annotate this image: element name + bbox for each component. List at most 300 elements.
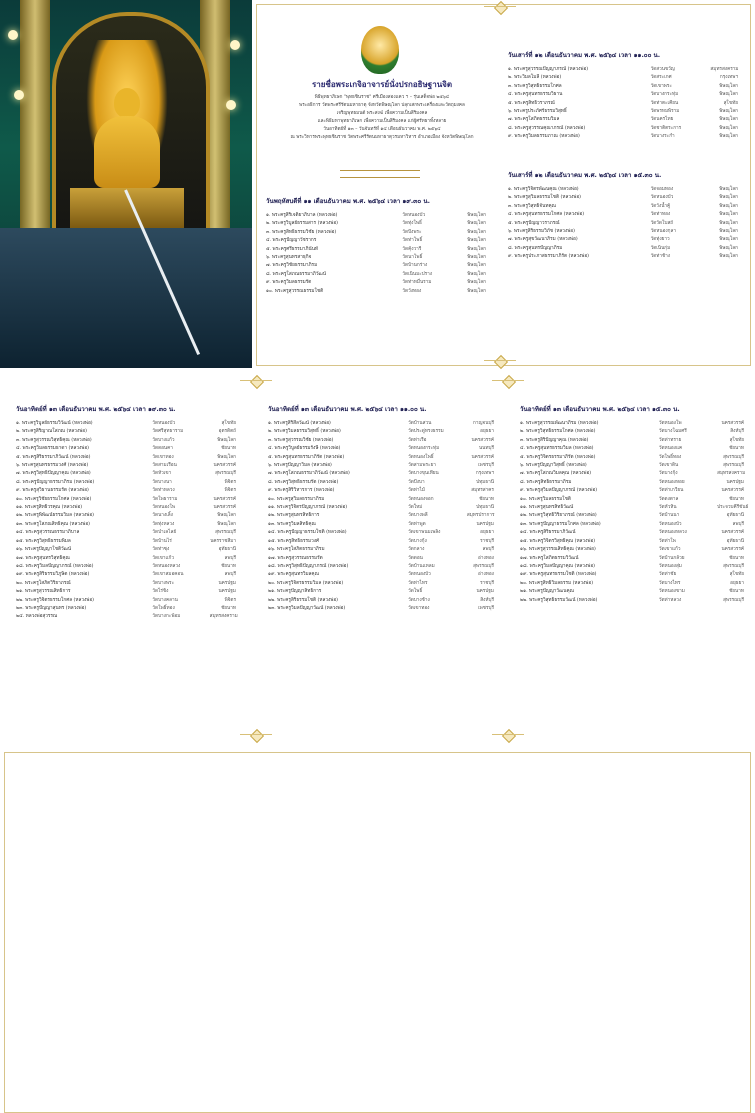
ornament-icon (248, 376, 264, 386)
province-name: พิษณุโลก (719, 83, 738, 89)
temple-name: วัดโพธิ์ทอง (658, 454, 682, 460)
list-item (520, 538, 744, 546)
province-name: นครปฐม (218, 580, 236, 586)
province-name: นนทบุรี (478, 446, 494, 452)
monk-name: ๑๒. พระครูสุนทรสิทธิการ (268, 513, 320, 519)
schedule-rows (16, 420, 236, 622)
list-item (268, 437, 494, 445)
province-name: สุโขทัย (729, 437, 744, 443)
list-item (268, 470, 494, 478)
province-name: พิษณุโลก (467, 263, 486, 269)
province-name: พิษณุโลก (719, 245, 738, 251)
temple-name: วัดบ้านสวน (408, 421, 432, 426)
temple-name: วัดเขาทอง (408, 605, 430, 611)
temple-name: วัดวังทอง (402, 288, 422, 294)
temple-name: วัดเขาทอง (152, 454, 174, 460)
temple-name: วัดบางคลาน (152, 597, 178, 603)
province-name: สุพรรณบุรี (723, 463, 744, 469)
list-item (268, 605, 494, 613)
temple-name: วัดหนองบัว (658, 521, 682, 527)
temple-name: วัดบางนา (152, 479, 172, 485)
province-name: ชัยนาท (221, 605, 236, 611)
ornament-icon (500, 376, 516, 386)
monk-name: ๔. พระครูสุนทรธรรมโกศล (หลวงพ่อ) (508, 212, 585, 218)
temple-name: วัดท่าทราย (658, 437, 682, 443)
monk-name: ๑๑. พระครูสุนทรสิทธิวัฒน์ (520, 505, 574, 511)
province-name: สุพรรณบุรี (215, 471, 236, 477)
temple-name: วัดดอน (408, 555, 423, 561)
temple-name: วัดบางกะพ้อม (152, 614, 181, 620)
schedule-rows (508, 186, 738, 262)
monk-name: ๗. พระครูโสภณวิมลคุณ (หลวงพ่อ) (520, 471, 592, 477)
temple-name: วัดหัวเขา (152, 471, 172, 477)
list-item (520, 504, 749, 512)
monk-name: ๒๒. พระครูวิจิตรธรรมโกศล (หลวงพ่อ) (16, 597, 95, 603)
temple-name: วัดทุ่งยาว (650, 237, 670, 243)
list-item (266, 237, 486, 245)
schedule-block-5 (268, 404, 494, 613)
monk-name: ๑๑. พระครูสิทธิวรคุณ (หลวงพ่อ) (16, 505, 83, 511)
list-item (508, 74, 738, 82)
temple-name: วัดบางแก้ว (152, 437, 175, 443)
list-item (508, 203, 738, 211)
monk-name: ๑. พระครูสิริเจติยาภิบาล (หลวงพ่อ) (266, 213, 338, 218)
province-name: พิษณุโลก (719, 187, 738, 192)
monk-name: ๘. พระครูวิสุทธิธรรมรัต (หลวงพ่อ) (268, 479, 339, 485)
monk-name: ๙. พระครูสุวิธานธรรมรัต (หลวงพ่อ) (16, 488, 89, 494)
schedule-title: วันอาทิตย์ที่ ๑๓ เดือนธันวาคม พ.ศ. ๒๕๖๔ เวลา ๑๑.๐๐ น. (268, 406, 427, 413)
province-name: ราชบุรี (480, 580, 494, 586)
temple-name: วัดหนองแค (658, 446, 683, 452)
monk-name: ๑๓. พระครูโสภณสิทธิคุณ (หลวงพ่อ) (16, 521, 90, 527)
province-name: ชัยนาท (479, 496, 494, 502)
province-name: นครปฐม (726, 479, 744, 485)
monk-name: ๒๐. พระครูสิทธิวิมลธรรม (หลวงพ่อ) (520, 580, 594, 586)
temple-name: วัดท่าตะเคียน (650, 100, 679, 106)
temple-name: วัดเขาสมอคอน (152, 572, 184, 578)
monk-name: ๒๓. พระครูปัญญาสุนทร (หลวงพ่อ) (16, 605, 87, 611)
list-item (268, 580, 494, 588)
province-name: นครปฐม (476, 521, 494, 527)
province-name: พิษณุโลก (719, 109, 738, 115)
list-item (266, 254, 486, 262)
temple-name: วัดทุ่งโพธิ์ (402, 221, 422, 227)
province-name: กาญจนบุรี (473, 421, 494, 426)
list-item (16, 571, 236, 579)
monk-name: ๒. พระครูวิบูลย์ธรรมสาร (หลวงพ่อ) (266, 221, 339, 227)
monk-name: ๑๕. พระครูสิทธิธรรมวงศ์ (268, 538, 319, 544)
list-item (16, 588, 236, 596)
monk-name: ๕. พระครูสิริธรรมาภิวัฒน์ (หลวงพ่อ) (16, 454, 91, 460)
monk-name: ๑๗. พระครูสุวรรณธรรมรัต (268, 555, 323, 561)
monk-name: ๑๓. พระครูวิมลสิทธิคุณ (268, 521, 316, 527)
list-item (268, 555, 494, 563)
temple-name: วัดท่าหลวง (658, 597, 682, 603)
monk-name: ๑๔. พระครูสุวรรณธรรมาภิบาล (16, 530, 80, 536)
schedule-rows (266, 212, 486, 296)
province-name: อุทัยธานี (726, 538, 744, 544)
header-line: พิธีพุทธาภิเษก "พุทธชินราช" ศรีเมืองสองแคว ฯ – รุ่นเสด็จพ่อ ๒๕๖๔ (314, 95, 450, 100)
monk-name: ๒. พระครูสิริญาณโสภณ (หลวงพ่อ) (16, 429, 87, 435)
list-item (520, 470, 744, 478)
province-name: กรุงเทพฯ (475, 471, 494, 477)
temple-name: วัดประดู่ทรงธรรม (408, 429, 444, 435)
province-name: ลพบุรี (224, 572, 236, 578)
list-item (520, 496, 744, 504)
monk-name: ๑๘. พระครูวิมลปัญญาคุณ (หลวงพ่อ) (520, 563, 595, 569)
list-item (508, 133, 738, 141)
monk-name: ๑. พระครูวิบูลย์ธรรมวิวัฒน์ (หลวงพ่อ) (16, 421, 93, 426)
list-item (508, 91, 738, 99)
header-separator (340, 170, 420, 178)
list-item (16, 454, 236, 462)
list-item (16, 521, 236, 529)
temple-name: วัดสามเรือน (152, 463, 177, 469)
province-name: นครสวรรค์ (721, 530, 744, 536)
list-item (520, 487, 744, 495)
monk-name: ๖. พระครูสิริธรรมวิภัช (หลวงพ่อ) (508, 229, 575, 235)
monk-name: ๒๐. พระครูวิจิตรธรรมวิมล (หลวงพ่อ) (268, 580, 344, 586)
list-item (268, 462, 494, 470)
monk-name: ๙. พระครูวิมลธรรมภาณ (หลวงพ่อ) (508, 134, 580, 140)
list-item (520, 563, 744, 571)
temple-name: วัดบ้านไร่ (152, 538, 172, 544)
monk-name: ๑๓. พระครูปัญญาธรรมโกศล (หลวงพ่อ) (520, 521, 601, 527)
list-item (266, 212, 486, 220)
temple-name: วัดป่าเลไลย์ (152, 530, 177, 536)
province-name: สมุทรปราการ (466, 513, 495, 519)
list-item (268, 428, 494, 436)
list-item (268, 571, 494, 579)
province-name: ชัยนาท (221, 446, 236, 452)
monk-name: ๘. พระครูสุนทรปัญญาภิรม (508, 245, 563, 251)
list-item (268, 420, 494, 428)
list-item (268, 479, 494, 487)
schedule-block-6 (520, 404, 749, 605)
province-name: พิษณุโลก (719, 220, 738, 226)
list-item (266, 279, 486, 287)
province-name: นครสวรรค์ (721, 488, 744, 494)
list-item (268, 521, 494, 529)
temple-name: วัดท่าเรือ (408, 437, 427, 443)
monk-name: ๒๑. พระครูสุวรรณสิทธิการ (16, 589, 71, 595)
monk-name: ๕. พระครูปัญญาวราภรณ์ (508, 220, 560, 226)
list-item (520, 454, 744, 462)
list-item (508, 83, 738, 91)
temple-name: วัดบ้านกล้วย (658, 555, 685, 561)
monk-name: ๗. พระครูโสภณธรรมาภิวัฒน์ (หลวงพ่อ) (268, 471, 350, 477)
province-name: พิษณุโลก (467, 221, 486, 227)
monk-name: ๒๒. พระครูวิสุทธิธรรมวัฒน์ (หลวงพ่อ) (520, 597, 598, 603)
monk-name: ๑๔. พระครูสิริธรรมาภิวัฒน์ (520, 530, 576, 536)
temple-name: วัดไร่ขิง (152, 589, 169, 595)
header-line: วันอาทิตย์ที่ ๑๓ – วันจันทร์ที่ ๑๔ เดือนธันวาคม พ.ศ. ๒๕๖๔ (323, 127, 441, 132)
monk-name: ๑๖. พระครูสุวรรณสิทธิคุณ (หลวงพ่อ) (520, 547, 596, 553)
list-item (16, 555, 236, 563)
list-item (508, 220, 738, 228)
list-item (520, 597, 744, 605)
monk-name: ๘. พระครูสิทธิธรรมาภิรม (520, 479, 572, 485)
list-item (268, 496, 494, 504)
header-line: และพิธีมหาพุทธาภิเษก เพื่อความเป็นสิริมงคล แก่ผู้ศรัทธาทั้งหลาย (317, 119, 447, 124)
province-name: พิษณุโลก (719, 212, 738, 218)
temple-name: วัดหัวหิน (658, 505, 677, 511)
temple-name: วัดท่าช้าง (650, 254, 671, 260)
list-item (16, 445, 236, 453)
temple-name: วัดหนองจอก (408, 496, 434, 502)
monk-name: ๒. พระครูสุวิมลธรรมโชติ (หลวงพ่อ) (508, 195, 581, 201)
province-name: ชัยนาท (729, 446, 744, 452)
province-name: พิษณุโลก (467, 238, 486, 244)
province-name: กรุงเทพฯ (719, 75, 738, 81)
monk-name: ๑๘. พระครูวิมลปัญญาภรณ์ (หลวงพ่อ) (16, 563, 94, 569)
list-item (508, 236, 738, 244)
temple-name: วัดบึงพระ (402, 229, 422, 235)
temple-name: วัดดอนคา (152, 446, 173, 452)
province-name: อุทัยธานี (218, 547, 236, 553)
province-name: สมุทรสงคราม (209, 614, 238, 620)
province-name: นครสวรรค์ (471, 437, 494, 443)
temple-name: วัดนางเลิ้ง (152, 513, 173, 519)
monk-name: ๒. พระครูวิมลธรรมวิสุทธิ์ (หลวงพ่อ) (268, 429, 341, 435)
province-name: สุพรรณบุรี (723, 454, 744, 460)
province-name: ลพบุรี (224, 555, 236, 561)
list-item (508, 228, 738, 236)
monk-name: ๒๓. พระครูวิมลปัญญาวัฒน์ (หลวงพ่อ) (268, 605, 346, 611)
monk-name: ๓. พระครูสุวรรณวิชัย (หลวงพ่อ) (268, 437, 334, 443)
schedule-block-4 (16, 404, 236, 622)
list-item (268, 597, 494, 605)
ornamental-frame (4, 752, 751, 1113)
province-name: พิจิตร (224, 488, 236, 494)
schedule-title: วันอาทิตย์ที่ ๑๓ เดือนธันวาคม พ.ศ. ๒๕๖๔ เวลา ๑๕.๓๐ น. (520, 406, 680, 413)
monk-name: ๘. พระครูโสภณธรรมาภิวัฒน์ (266, 271, 326, 277)
monk-name: ๑๒. พระครูพิพัฒน์ธรรมวิมล (หลวงพ่อ) (16, 513, 94, 519)
list-item (266, 220, 486, 228)
monk-name: ๔. พระครูวิบูลย์ธรรมรังษี (หลวงพ่อ) (268, 446, 341, 452)
lamp-icon (14, 90, 24, 100)
monk-name: ๗. พระครูโสภิตธรรมวิมล (508, 117, 560, 123)
province-name: อุทัยธานี (726, 513, 744, 519)
list-item (520, 546, 744, 554)
list-item (16, 580, 236, 588)
list-item (520, 479, 744, 487)
header-line: พระอธิการ วัดพระศรีรัตนมหาธาตุ จังหวัดพิษณุโลก ปลุกเสกพระเครื่องและวัตถุมงคล (299, 103, 465, 108)
list-item (268, 512, 494, 520)
province-name: นครสวรรค์ (213, 496, 236, 502)
temple-name: วัดหนองขาม (658, 589, 685, 595)
province-name: อยุธยา (480, 530, 494, 536)
schedule-title: วันอาทิตย์ที่ ๑๓ เดือนธันวาคม พ.ศ. ๒๕๖๔ เวลา ๑๙.๓๐ น. (16, 406, 176, 413)
province-name: อ่างทอง (478, 555, 494, 561)
list-item (266, 271, 486, 279)
province-name: สุพรรณบุรี (723, 597, 744, 603)
province-name: สุโขทัย (723, 100, 738, 106)
temple-name: วัดโพธาราม (152, 496, 178, 502)
monk-name: ๗. พระครูสุขวัฒนาภิรม (หลวงพ่อ) (508, 237, 578, 243)
province-name: พิษณุโลก (467, 213, 486, 218)
monk-name: ๑๐. พระครูสุวรรณธรรมโชติ (266, 288, 324, 294)
temple-name: วัดโพธิ์ (408, 589, 423, 595)
province-name: นครสวรรค์ (721, 421, 744, 426)
list-item (508, 100, 738, 108)
list-item (266, 288, 486, 296)
province-name: พิษณุโลก (719, 237, 738, 243)
ornament-icon (500, 730, 516, 740)
buddha-body (94, 116, 160, 188)
temple-name: วัดบ้านกร่าง (402, 263, 428, 269)
temple-name: วัดหนองหลวง (658, 530, 687, 536)
province-name: พิษณุโลก (719, 134, 738, 140)
buddha-head (114, 88, 140, 118)
province-name: นครปฐม (218, 589, 236, 595)
list-item (520, 420, 744, 428)
monk-name: ๑๕. พระครูวิสุทธิธรรมพิมล (16, 538, 71, 544)
monk-name: ๑๖. พระครูโสภิตธรรมาภิรม (268, 547, 325, 553)
temple-name: วัดหนองหอย (658, 479, 685, 485)
monk-name: ๔. พระครูสุนทรธรรมวิธาน (508, 92, 563, 98)
province-name: พิษณุโลก (217, 521, 236, 527)
list-item (16, 470, 236, 478)
ornament-icon (248, 730, 264, 740)
temple-name: วัดท่าซุง (152, 547, 170, 553)
province-name: เพชรบุรี (478, 605, 494, 611)
list-item (16, 504, 236, 512)
list-item (16, 462, 236, 470)
list-item (268, 445, 494, 453)
temple-name: วัดท่าโพธิ์ (402, 238, 423, 244)
schedule-rows (268, 420, 494, 613)
monk-name: ๒๒. พระครูสิริธรรมโชติ (หลวงพ่อ) (268, 597, 338, 603)
province-name: ชัยนาท (729, 496, 744, 502)
list-item (16, 613, 236, 621)
province-name: พิษณุโลก (467, 229, 486, 235)
list-item (520, 428, 744, 436)
province-name: พิษณุโลก (217, 437, 236, 443)
province-name: สุพรรณบุรี (723, 563, 744, 569)
monk-name: ๕. พระครูศรีธรรมาภินันท์ (266, 246, 319, 252)
list-item (16, 487, 236, 495)
monk-name: ๘. พระครูสุวรรณคุณาภรณ์ (หลวงพ่อ) (508, 125, 586, 131)
temple-name: วัดพรหมพิราม (650, 109, 680, 115)
monk-name: ๒๑. พระครูปัญญาวัฒนคุณ (520, 589, 574, 595)
lamp-icon (230, 40, 240, 50)
monk-name: ๒๐. พระครูโสภิตวิริยาภรณ์ (16, 580, 71, 586)
temple-name: วัดท่าพูด (408, 521, 426, 527)
list-item (16, 529, 236, 537)
schedule-title: วันเสาร์ที่ ๑๒ เดือนธันวาคม พ.ศ. ๒๕๖๔ เวลา ๑๕.๓๐ น. (508, 172, 662, 179)
temple-name: วัดท่าชัย (658, 572, 677, 578)
list-item (268, 504, 494, 512)
province-name: สุโขทัย (729, 572, 744, 578)
province-name: พิษณุโลก (467, 280, 486, 286)
monk-name: ๑๘. พระครูวิสุทธิปัญญาภรณ์ (หลวงพ่อ) (268, 563, 349, 569)
temple-name: วัดท่าโพ (658, 538, 676, 544)
list-item (508, 125, 738, 133)
province-name: สิงห์บุรี (730, 429, 744, 435)
monk-name: ๑๐. พระครูสุวิมลธรรมาภิรม (268, 496, 325, 502)
temple-name: วัดหนองกระทุ่ม (408, 446, 440, 452)
schedule-block-3 (508, 170, 738, 262)
list-item (520, 529, 744, 537)
province-name: พิษณุโลก (719, 195, 738, 201)
monk-name: ๒. พระครูวิสุทธิธรรมโกศล (หลวงพ่อ) (520, 429, 596, 435)
province-name: เพชรบุรี (478, 463, 494, 469)
list-item (520, 445, 744, 453)
temple-name: วัดนาโพธิ์ (402, 255, 423, 261)
province-name: สุโขทัย (221, 421, 236, 426)
page-title: รายชื่อพระเกจิอาจารย์นั่งปรกอธิษฐานจิต (311, 80, 453, 89)
temple-name: วัดท่าหลวง (152, 488, 175, 494)
temple-name: วัดท่าเกวียน (658, 488, 684, 494)
monk-name: ๑๖. พระครูปัญญาโชติวัฒน์ (16, 547, 72, 553)
monk-name: ๑๐. พระครูวิชัยธรรมโกศล (หลวงพ่อ) (16, 496, 92, 502)
temple-name: วัดเนินมะปราง (402, 271, 433, 277)
temple-name: วัดบางกุ้ง (408, 538, 427, 544)
province-name: สุพรรณบุรี (473, 563, 494, 569)
province-name: ประจวบคีรีขันธ์ (717, 505, 749, 511)
province-name: พิษณุโลก (467, 255, 486, 261)
list-item (520, 580, 744, 588)
lamp-icon (226, 100, 236, 110)
temple-name: วัดเขาพระ (650, 83, 672, 89)
temple-name: วัดบางพลี (408, 513, 428, 519)
temple-name: วัดหนองโพ (152, 505, 176, 511)
list-item (508, 186, 738, 194)
list-item (508, 194, 738, 202)
monk-name: ๙. พระครูสิริวิหารการ (หลวงพ่อ) (268, 488, 335, 494)
temple-name: วัดวัดโบสถ์ (650, 220, 674, 226)
schedule-title: วันพฤหัสบดีที่ ๑๑ เดือนธันวาคม พ.ศ. ๒๕๖๔ เวลา ๑๙.๓๐ น. (266, 198, 430, 205)
monk-name: ๙. พระครูประภาสธรรมาภิรัต (หลวงพ่อ) (508, 254, 589, 260)
monk-name: ๑๔. พระครูปัญญาธรรมโชติ (หลวงพ่อ) (268, 530, 347, 536)
province-name: นครสวรรค์ (721, 547, 744, 553)
province-name: สุพรรณบุรี (215, 530, 236, 536)
monk-name: ๑๙. พระครูสุนทรธรรมโชติ (หลวงพ่อ) (520, 572, 597, 578)
list-item (520, 512, 744, 520)
monk-name: ๖. พระครูสุนทรธรรมวงศ์ (หลวงพ่อ) (16, 463, 89, 469)
monk-name: ๑๕. พระครูวิจิตรวิสุทธิคุณ (หลวงพ่อ) (520, 538, 596, 544)
list-item (16, 420, 236, 428)
ornament-icon (492, 2, 508, 12)
temple-name: วัดหนองหลวง (152, 563, 181, 569)
list-item (268, 538, 494, 546)
list-item (268, 529, 494, 537)
header-line: ณ พระวิหารพระพุทธชินราช วัดพระศรีรัตนมหาธาตุวรมหาวิหาร อำเภอเมือง จังหวัดพิษณุโลก (290, 135, 474, 140)
temple-name: วัดคุ้งวารี (402, 246, 422, 252)
monk-name: ๑๙. พระครูสุนทรวิมลคุณ (268, 572, 319, 578)
temple-name: วัดเขาพนมเพลิง (408, 530, 441, 536)
province-name: พิษณุโลก (217, 454, 236, 460)
monk-name: ๙. พระครูวิมลธรรมรัต (266, 280, 312, 286)
monk-name: ๑๐. พระครูวิมลธรรมโชติ (520, 496, 571, 502)
temple-name: วัดบางโฉมศรี (658, 429, 687, 435)
list-item (268, 588, 494, 596)
monk-name: ๑. พระครูสุวรรณปัญญาภรณ์ (หลวงพ่อ) (508, 67, 589, 72)
temple-name: วัดศรีสุทธาราม (152, 429, 184, 435)
monk-name: ๒๑. พระครูปัญญาสิทธิการ (268, 589, 322, 595)
monk-name: ๗. พระครูวิชัยธรรมาภิรม (266, 263, 318, 269)
list-item (520, 555, 744, 563)
monk-name: ๗. พระครูวิสุทธิปัญญาคุณ (หลวงพ่อ) (16, 471, 91, 477)
temple-name: วัดเขาแก้ว (152, 555, 174, 561)
monk-name: ๑๙. พระครูสิริธรรมวิภูษิต (หลวงพ่อ) (16, 572, 90, 578)
list-item (520, 521, 744, 529)
monk-name: ๑๑. พระครูวิจิตรปัญญาภรณ์ (หลวงพ่อ) (268, 505, 348, 511)
list-item (508, 66, 738, 74)
temple-name: วัดหนองบัว (152, 421, 176, 426)
monk-name: ๓. พระครูสุวรรณวิสุทธิคุณ (หลวงพ่อ) (16, 437, 92, 443)
